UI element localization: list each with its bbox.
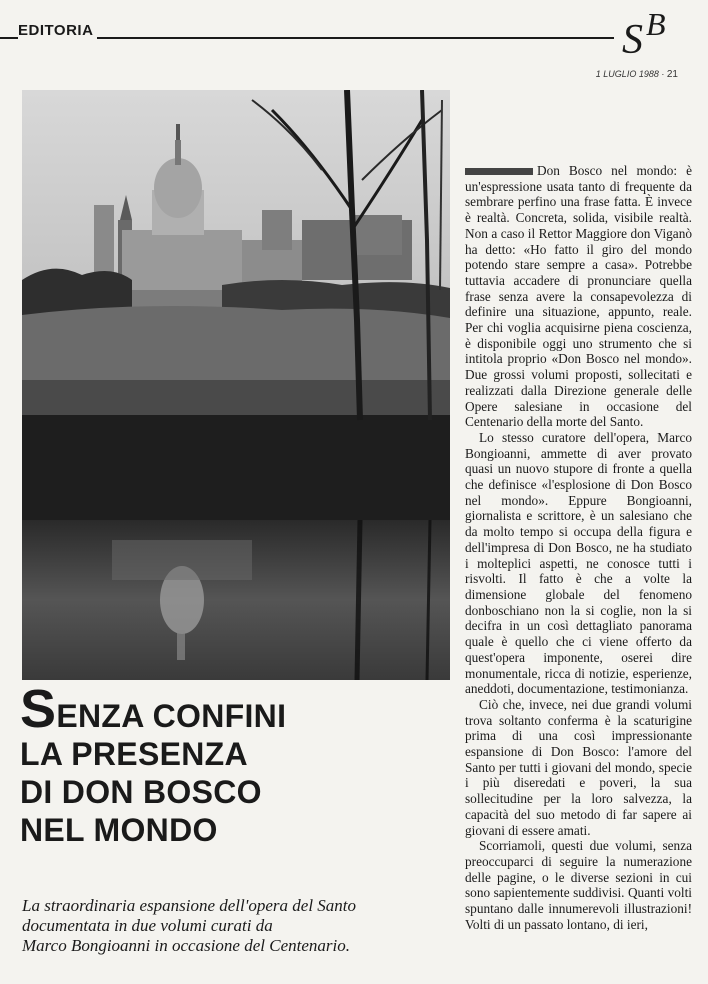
date-separator: · (661, 69, 665, 79)
headline-line-1 (20, 679, 460, 739)
article-body (465, 163, 692, 932)
article-subtitle (22, 896, 452, 956)
article-paragraph-2: Lo stesso curatore dell'opera, Marco Bongioanni, ammette di aver provato quasi un nuovo stupore di fronte a quella che definisce «l'esplosione di Don Bosco nel mondo». Eppure Bongioanni, giornalista e scrittore, è un salesiano che da molto tempo si occupa della figura e dell'impresa di Don Bosco, ne ha studiato i molteplici aspetti, ne conosce tutti i risvolti. Il fatto è che a volte la dimensione globale del fenomeno donboschiano non la si coglie, non la si decifra in un così dettagliato panorama quale è quello che ci viene offerto da quest'opera imponente, oserei dire monumentale, ricca di notizie, esperienze, aneddoti, documentazione, testimonianza. (465, 429, 692, 697)
page-number: 21 (666, 69, 678, 80)
magazine-logo (620, 6, 680, 63)
logo-letter-b: B (646, 6, 666, 42)
issue-date: 1 LUGLIO 1988 (595, 69, 659, 79)
headline-line-4: NEL MONDO (20, 812, 218, 848)
headline-line-3: DI DON BOSCO (20, 774, 262, 810)
article-paragraph-1 (465, 163, 692, 430)
headline-initial: S (20, 679, 57, 739)
lead-bar (465, 168, 533, 175)
headline-line-1-rest: ENZA CONFINI (56, 698, 287, 734)
issue-date-line (596, 69, 678, 80)
subtitle-line-3: Marco Bongioanni in occasione del Centenario. (22, 936, 350, 955)
church-dome-reflection-photo (22, 90, 450, 680)
paragraph-1-text: Don Bosco nel mondo: è un'espressione usata tanto di frequente da sembrare perfino una frase fatta. È invece è realtà. Concreta, solida, visibile realtà. Non a caso il Rettor Maggiore don Viganò ha detto: «Ho fatto il giro del mondo potendo stare sempre a casa». Potrebbe tuttavia accadere di pronunciare quella frase senza avere la consapevolezza di definire una situazione, appunto, reale. Per chi voglia acquisirne piena coscienza, è disponibile oggi uno strumento che si intitola proprio «Don Bosco nel mondo». Due grossi volumi proposti, sollecitati e realizzati dalla Direzione generale delle Opere salesiane in occasione del Centenario della morte del Santo. (465, 163, 692, 430)
article-paragraph-3: Ciò che, invece, nei due grandi volumi trova soltanto conferma è la scaturigine prima di una così impressionante espansione di Don Bosco: l'amore del Santo per tutti i giovani del mondo, specie i più diseredati e poveri, la sua sollecitudine per la loro salvezza, la capacità del suo metodo di far sapere ai giovani di essere amati. (465, 696, 692, 838)
article-paragraph-4: Scorriamoli, questi due volumi, senza preoccuparci di seguire la numerazione delle pagine, o le diverse sezioni in cui sono sapientemente suddivisi. Quanti volti spuntano dalle innumerevoli illustrazioni! Volti di un passato lontano, di ieri, (465, 838, 692, 932)
subtitle-line-2: documentata in due volumi curati da (22, 916, 273, 935)
logo-letter-s: S (622, 17, 643, 63)
article-headline (20, 679, 460, 849)
headline-line-2: LA PRESENZA (20, 736, 248, 772)
subtitle-line-1: La straordinaria espansione dell'opera del Santo (22, 896, 357, 915)
section-label: EDITORIA (18, 22, 97, 39)
